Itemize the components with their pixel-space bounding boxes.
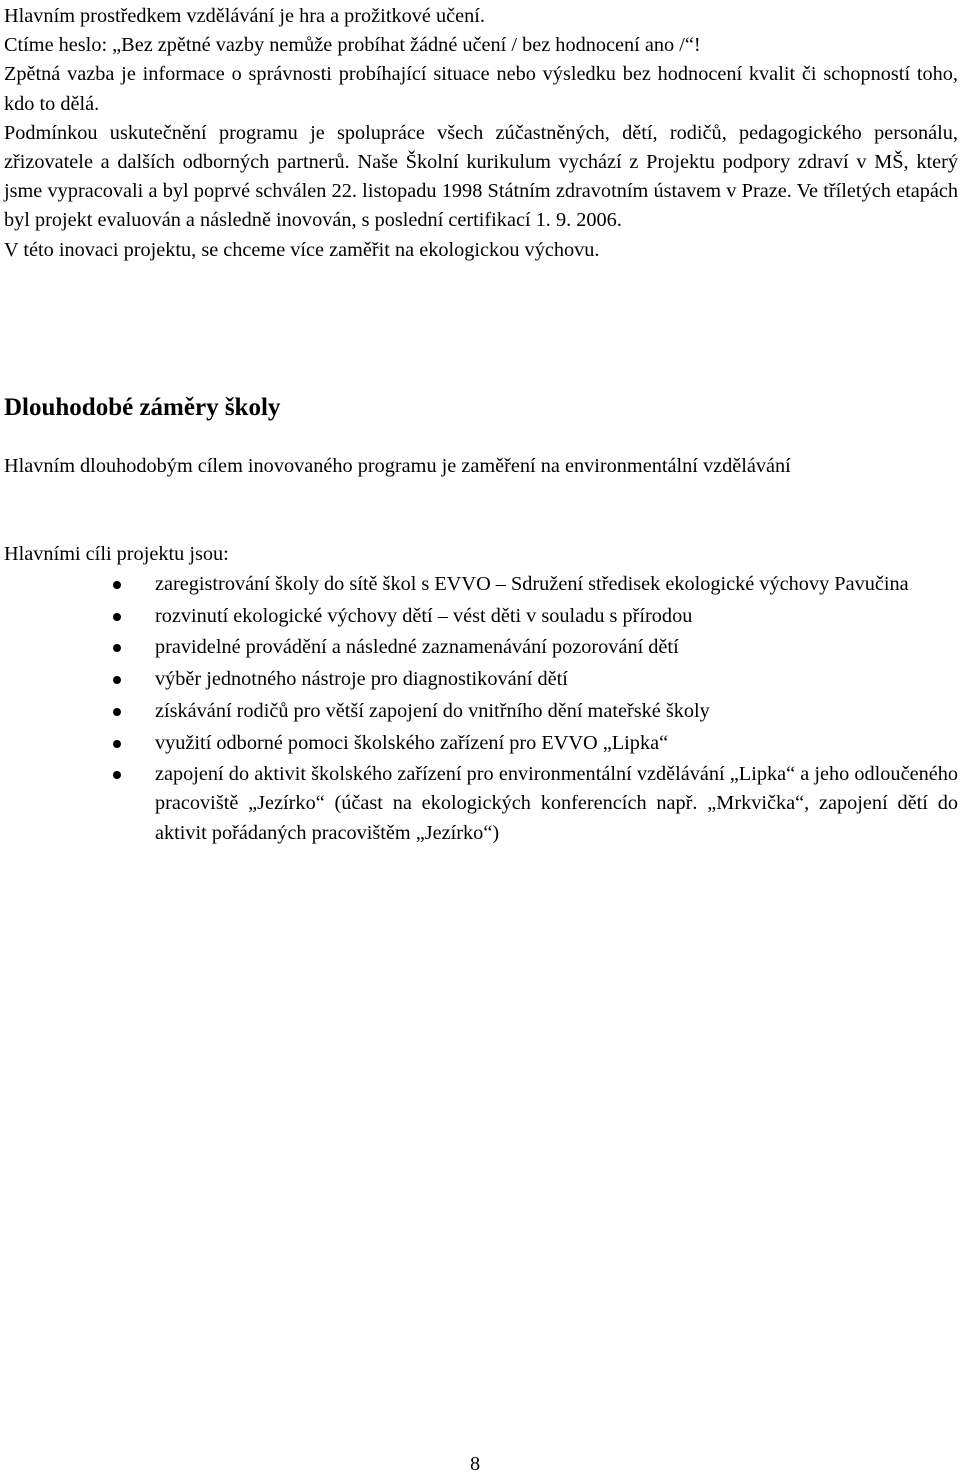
intro-line: Podmínkou uskutečnění programu je spolupráce všech zúčastněných, dětí, rodičů, pedagogického personálu, zřizovatele a dalších odborných partnerů. Naše Školní kurikulum vychází z Projektu podpory zdraví v MŠ, který jsme vypracovali a byl poprvé schválen 22. listopadu 1998 Státním zdravotním ústavem v Praze. Ve tříletých etapách byl projekt evaluován a následně inovován, s poslední certifikací 1. 9. 2006. [4,121,958,232]
list-item-text: využití odborné pomoci školského zařízení pro EVVO „Lipka“ [155,731,669,754]
intro-line: Ctíme heslo: „Bez zpětné vazby nemůže probíhat žádné učení / bez hodnocení ano /“! [4,34,701,57]
bullet-icon [113,581,121,589]
list-item [4,570,958,599]
bullet-icon [113,676,121,684]
goals-lead: Hlavními cíli projektu jsou: [4,543,229,565]
bullet-icon [113,740,121,748]
intro-line: Zpětná vazba je informace o správnosti probíhající situace nebo výsledku bez hodnocení kvalit či schopností toho, kdo to dělá. [4,63,958,115]
bullet-icon [113,708,121,716]
list-item [4,697,958,726]
list-item-text: rozvinutí ekologické výchovy dětí – vést děti v souladu s přírodou [155,604,693,627]
intro-text [4,2,958,265]
section-heading: Dlouhodobé záměry školy [4,394,281,421]
list-item [4,633,958,662]
list-item-text: zapojení do aktivit školského zařízení pro environmentální vzdělávání „Lipka“ a jeho odloučeného pracoviště „Jezírko“ (účast na ekologických konferencích např. „Mrkvička“, zapojení dětí do aktivit pořádaných pracovištěm „Jezírko“) [155,763,958,844]
section-goal: Hlavním dlouhodobým cílem inovovaného programu je zaměření na environmentální vzdělávání [4,455,791,477]
bullet-icon [113,644,121,652]
intro-line: V této inovaci projektu, se chceme více zaměřit na ekologickou výchovu. [4,238,600,261]
bullet-icon [113,771,121,779]
list-item-text: pravidelné provádění a následné zaznamenávání pozorování dětí [155,636,679,659]
list-item-text: výběr jednotného nástroje pro diagnostikování dětí [155,668,568,691]
page-number: 8 [470,1453,481,1475]
list-item-text: získávání rodičů pro větší zapojení do vnitřního dění mateřské školy [155,699,710,722]
bullet-icon [113,613,121,621]
goals-list [4,570,958,850]
list-item [4,665,958,694]
list-item [4,760,958,848]
list-item [4,729,958,758]
intro-line: Hlavním prostředkem vzdělávání je hra a prožitkové učení. [4,5,485,27]
list-item-text: zaregistrování školy do sítě škol s EVVO – Sdružení středisek ekologické výchovy Pavučina [155,573,909,595]
list-item [4,602,958,631]
